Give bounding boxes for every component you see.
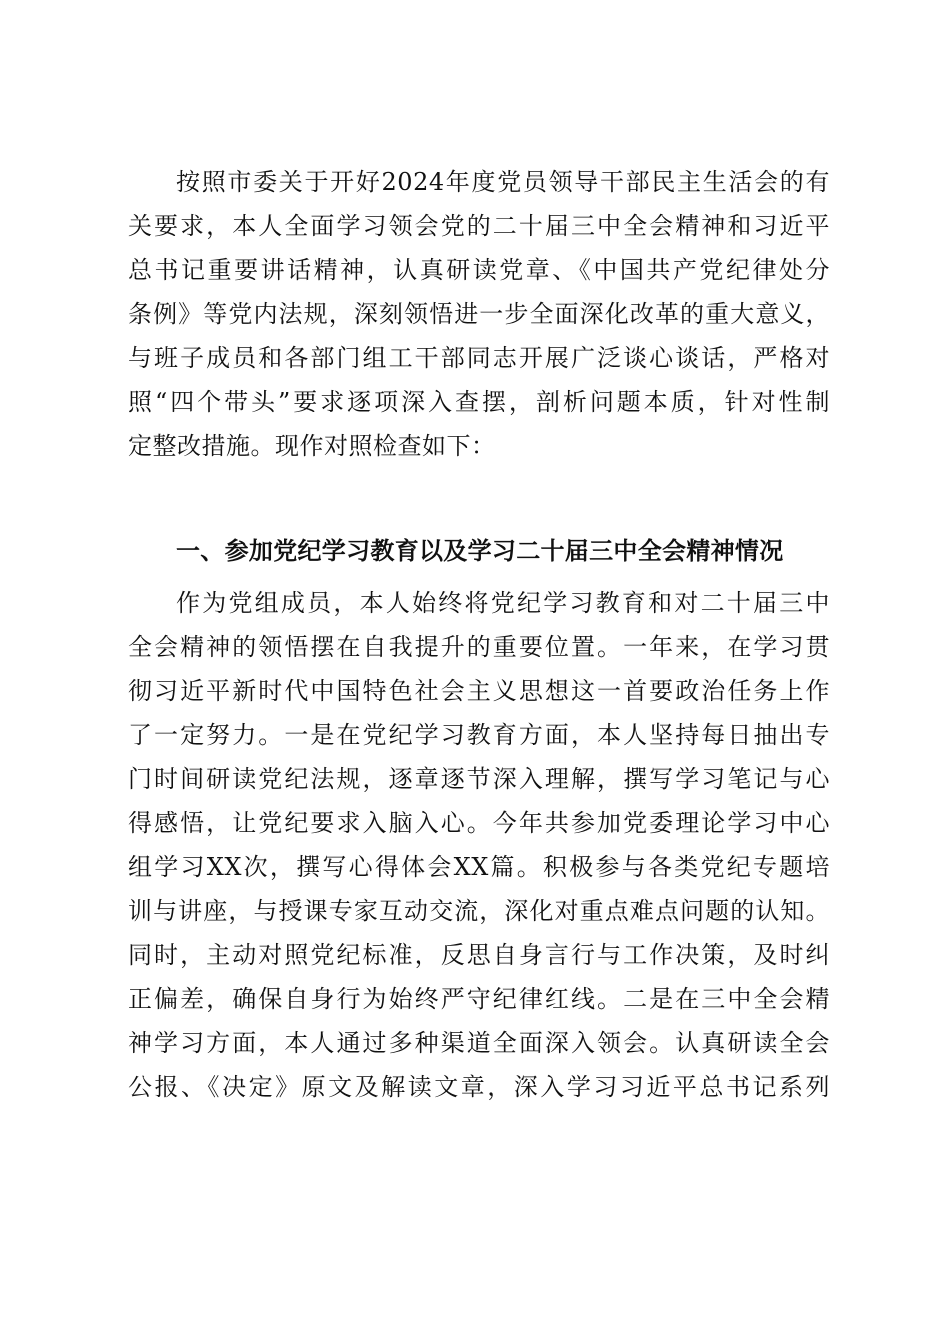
section-line: 同时，主动对照党纪标准，反思自身言行与工作决策，及时纠: [128, 941, 830, 969]
intro-line: 照“四个带头”要求逐项深入查摆，剖析问题本质，针对性制: [128, 388, 830, 416]
section-line: 作为党组成员，本人始终将党纪学习教育和对二十届三中: [176, 589, 830, 617]
section-heading: 一、参加党纪学习教育以及学习二十届三中全会精神情况: [176, 537, 784, 565]
section-line: 了一定努力。一是在党纪学习教育方面，本人坚持每日抽出专: [128, 721, 830, 749]
section-line: 组学习XX次，撰写心得体会XX篇。积极参与各类党纪专题培: [128, 853, 830, 881]
intro-line: 按照市委关于开好2024年度党员领导干部民主生活会的有: [176, 168, 830, 196]
intro-line: 关要求，本人全面学习领会党的二十届三中全会精神和习近平: [128, 212, 830, 240]
intro-line: 与班子成员和各部门组工干部同志开展广泛谈心谈话，严格对: [128, 344, 830, 372]
section-line: 正偏差，确保自身行为始终严守纪律红线。二是在三中全会精: [128, 985, 830, 1013]
section-line: 神学习方面，本人通过多种渠道全面深入领会。认真研读全会: [128, 1029, 830, 1057]
intro-line: 条例》等党内法规，深刻领悟进一步全面深化改革的重大意义，: [128, 300, 830, 328]
intro-paragraph: [128, 160, 830, 480]
section-paragraph: [128, 581, 830, 1121]
section-line: 全会精神的领悟摆在自我提升的重要位置。一年来，在学习贯: [128, 633, 830, 661]
section-line: 彻习近平新时代中国特色社会主义思想这一首要政治任务上作: [128, 677, 830, 705]
intro-line: 定整改措施。现作对照检查如下：: [128, 432, 496, 460]
section-line: 得感悟，让党纪要求入脑入心。今年共参加党委理论学习中心: [128, 809, 830, 837]
intro-line: 总书记重要讲话精神，认真研读党章、《中国共产党纪律处分: [128, 256, 830, 284]
section-line: 门时间研读党纪法规，逐章逐节深入理解，撰写学习笔记与心: [128, 765, 830, 793]
section-line: 训与讲座，与授课专家互动交流，深化对重点难点问题的认知。: [128, 897, 830, 925]
section-line: 公报、《决定》原文及解读文章，深入学习习近平总书记系列: [128, 1073, 830, 1101]
